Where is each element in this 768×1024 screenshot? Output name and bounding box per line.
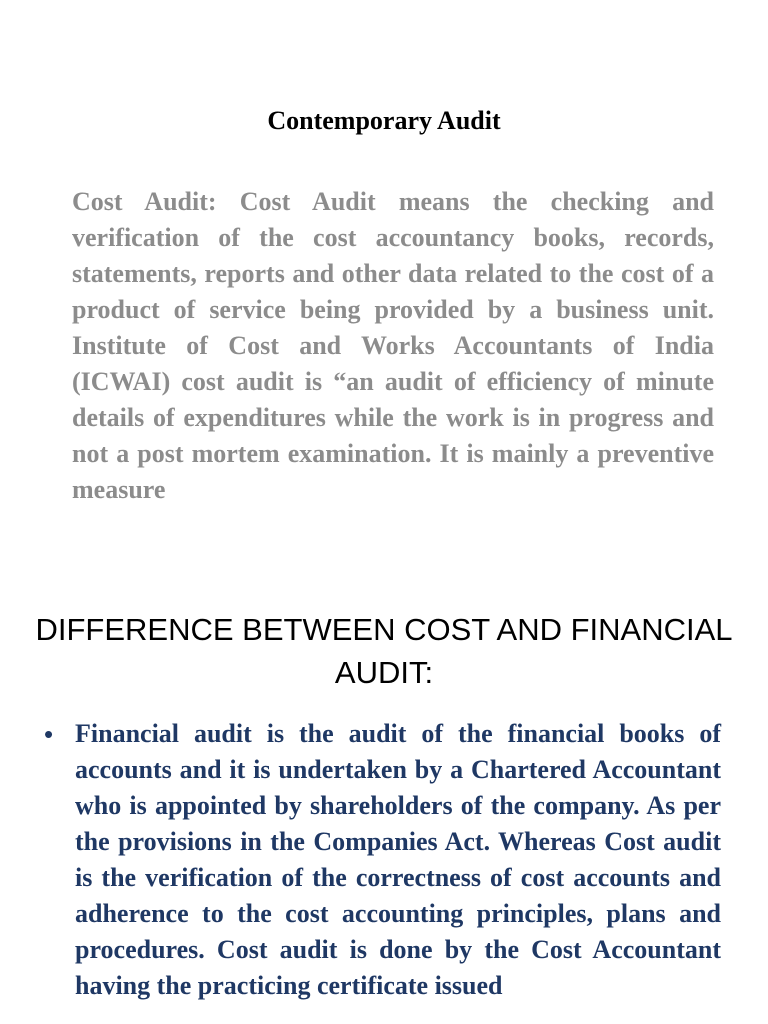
page-title: Contemporary Audit: [267, 106, 501, 135]
bullet-text: Financial audit is the audit of the financial books of accounts and it is undertaken by a Chartered Accountant who is appointed by shareholders of the company. As per the provisions in the Companies Act. Whereas Cost audit is the verification of the correctness of cost accounts and adherence to the cost accounting principles, plans and procedures. Cost audit is done by the Cost Accountant having the practicing certificate issued: [75, 719, 721, 1000]
intro-paragraph: Cost Audit: Cost Audit means the checking and verification of the cost accountancy books, records, statements, reports and other data related to the cost of a product of service being provided by a business unit. Institute of Cost and Works Accountants of India (ICWAI) cost audit is “an audit of efficiency of minute details of expenditures while the work is in progress and not a post mortem examination. It is mainly a preventive measure: [72, 187, 714, 504]
list-item: [0, 716, 768, 1004]
bullet-marker: •: [44, 719, 54, 749]
bullet-list: [0, 716, 768, 1004]
section-heading: DIFFERENCE BETWEEN COST AND FINANCIAL AUDIT:: [35, 612, 733, 690]
